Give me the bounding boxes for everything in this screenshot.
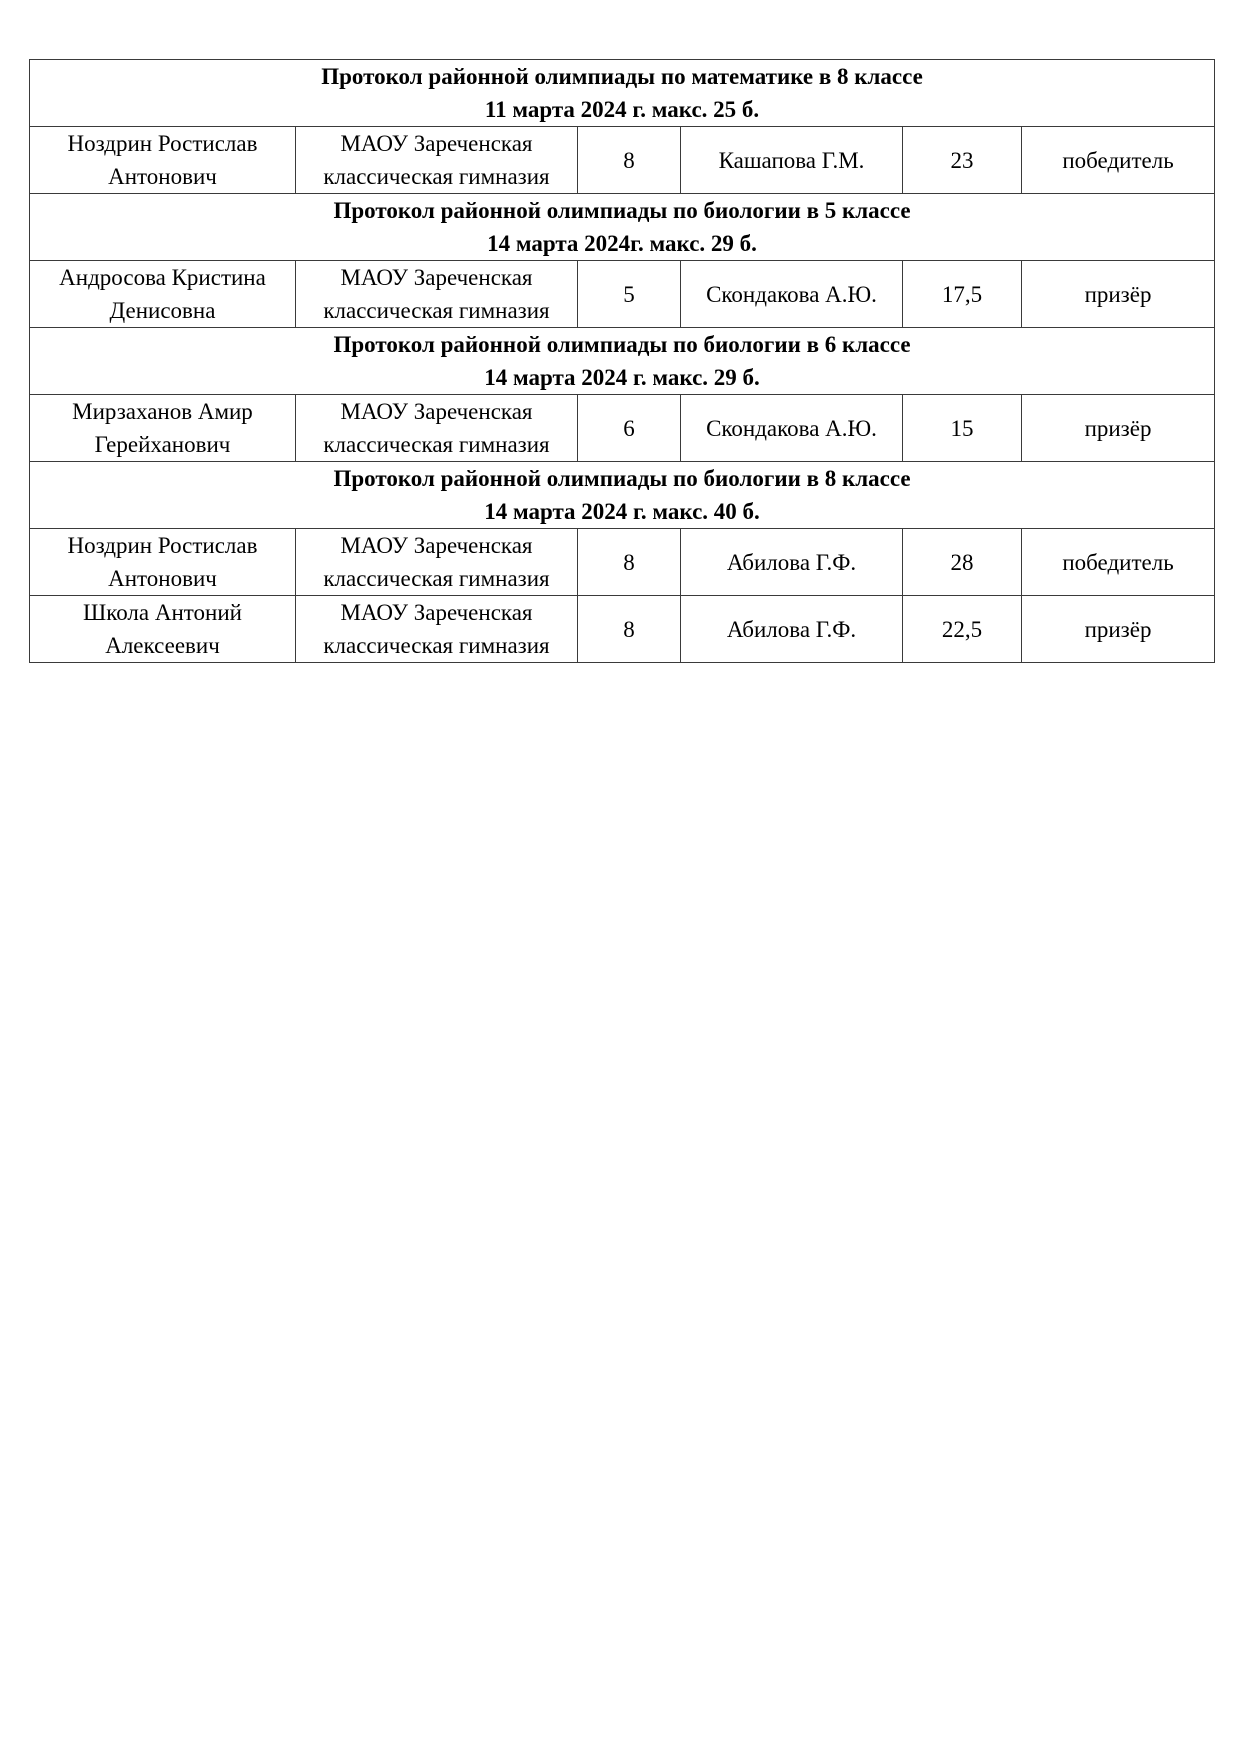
score-cell: 17,5 (903, 261, 1022, 328)
section-header (30, 60, 1215, 127)
participant-surname-firstname: Андросова Кристина (59, 265, 266, 290)
section-header-row (30, 60, 1215, 127)
school-name-line1: МАОУ Зареченская (340, 131, 533, 156)
school-name-line2: классическая гимназия (323, 633, 550, 658)
school-name-line1: МАОУ Зареченская (340, 265, 533, 290)
teacher-cell: Скондакова А.Ю. (681, 261, 903, 328)
school-name-line1: МАОУ Зареченская (340, 399, 533, 424)
score-cell: 15 (903, 395, 1022, 462)
participant-surname-firstname: Ноздрин Ростислав (67, 533, 258, 558)
status-cell: победитель (1022, 529, 1215, 596)
participant-patronymic: Антонович (108, 164, 217, 189)
status-cell: призёр (1022, 596, 1215, 663)
participant-name-cell (30, 127, 296, 194)
grade-cell: 5 (578, 261, 681, 328)
teacher-cell: Скондакова А.Ю. (681, 395, 903, 462)
status-cell: призёр (1022, 395, 1215, 462)
school-name-line2: классическая гимназия (323, 432, 550, 457)
grade-cell: 8 (578, 127, 681, 194)
grade-cell: 8 (578, 596, 681, 663)
section-header (30, 328, 1215, 395)
section-title: Протокол районной олимпиады по биологии в 8 классе (333, 466, 911, 491)
status-cell: призёр (1022, 261, 1215, 328)
table-row (30, 529, 1215, 596)
section-subtitle: 14 марта 2024 г. макс. 29 б. (484, 365, 760, 390)
section-title: Протокол районной олимпиады по биологии в 6 классе (333, 332, 911, 357)
school-name-line1: МАОУ Зареченская (340, 600, 533, 625)
grade-cell: 6 (578, 395, 681, 462)
participant-surname-firstname: Школа Антоний (83, 600, 242, 625)
status-cell: победитель (1022, 127, 1215, 194)
score-cell: 28 (903, 529, 1022, 596)
participant-surname-firstname: Ноздрин Ростислав (67, 131, 258, 156)
school-cell (296, 127, 578, 194)
table-row (30, 261, 1215, 328)
teacher-cell: Абилова Г.Ф. (681, 596, 903, 663)
school-cell (296, 529, 578, 596)
grade-cell: 8 (578, 529, 681, 596)
section-subtitle: 11 марта 2024 г. макс. 25 б. (484, 97, 760, 122)
school-name-line2: классическая гимназия (323, 566, 550, 591)
section-subtitle: 14 марта 2024 г. макс. 40 б. (484, 499, 760, 524)
table-row (30, 395, 1215, 462)
school-cell (296, 596, 578, 663)
teacher-cell: Кашапова Г.М. (681, 127, 903, 194)
participant-patronymic: Алексеевич (105, 633, 220, 658)
section-header (30, 194, 1215, 261)
participant-name-cell (30, 596, 296, 663)
participant-patronymic: Герейханович (94, 432, 231, 457)
section-subtitle: 14 марта 2024г. макс. 29 б. (487, 231, 757, 256)
score-cell: 22,5 (903, 596, 1022, 663)
participant-patronymic: Антонович (108, 566, 217, 591)
score-cell: 23 (903, 127, 1022, 194)
teacher-cell: Абилова Г.Ф. (681, 529, 903, 596)
table-row (30, 596, 1215, 663)
section-header-row (30, 194, 1215, 261)
participant-name-cell (30, 529, 296, 596)
table-row (30, 127, 1215, 194)
section-header-row (30, 328, 1215, 395)
section-title: Протокол районной олимпиады по математике в 8 классе (321, 64, 923, 89)
school-cell (296, 395, 578, 462)
participant-name-cell (30, 261, 296, 328)
participant-surname-firstname: Мирзаханов Амир (72, 399, 253, 424)
section-title: Протокол районной олимпиады по биологии в 5 классе (333, 198, 911, 223)
section-header (30, 462, 1215, 529)
results-table (29, 59, 1215, 663)
participant-name-cell (30, 395, 296, 462)
school-cell (296, 261, 578, 328)
school-name-line2: классическая гимназия (323, 164, 550, 189)
school-name-line1: МАОУ Зареченская (340, 533, 533, 558)
section-header-row (30, 462, 1215, 529)
participant-patronymic: Денисовна (109, 298, 216, 323)
school-name-line2: классическая гимназия (323, 298, 550, 323)
